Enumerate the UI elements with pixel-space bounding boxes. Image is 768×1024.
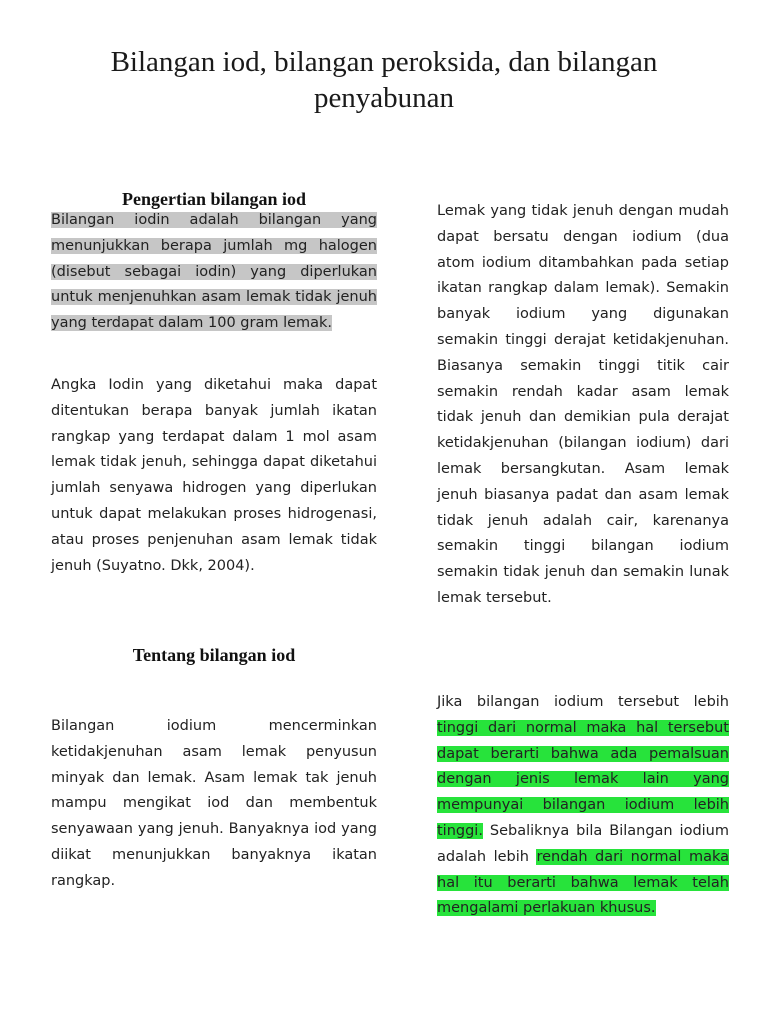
right-paragraph-1 (437, 199, 729, 612)
heading-pengertian: Pengertian bilangan iod (121, 189, 307, 209)
left-paragraph-3-text: Bilangan iodium mencerminkan ketidakjenuhan asam lemak penyusun minyak dan lemak. Asam lemak tak jenuh mampu mengikat iod dan membentuk senyawaan yang jenuh. Banyaknya iod yang diikat menunjukkan banyaknya ikatan rangkap. (51, 718, 377, 889)
gray-highlighted-text: Bilangan iodin adalah bilangan yang menunjukkan berapa jumlah mg halogen (disebut sebagai iodin) yang diperlukan untuk menjenuhkan asam lemak tidak jenuh yang terdapat dalam 100 gram lemak. (51, 212, 377, 332)
left-paragraph-3 (51, 714, 377, 895)
right-paragraph-2-intro: Jika bilangan iodium tersebut lebih (437, 694, 729, 710)
heading-tentang: Tentang bilangan iod (132, 645, 296, 665)
right-paragraph-1-text: Lemak yang tidak jenuh dengan mudah dapat bersatu dengan iodium (dua atom iodium ditambahkan pada setiap ikatan rangkap dalam lemak). Semakin banyak iodium yang digunakan semakin tinggi derajat ketidakjenuhan. Biasanya semakin tinggi titik cair semakin rendah kadar asam lemak tidak jenuh dan demikian pula derajat ketidakjenuhan (bilangan iodium) dari lemak bersangkutan. Asam lemak jenuh biasanya padat dan asam lemak tidak jenuh adalah cair, karenanya semakin tinggi bilangan iodium semakin tidak jenuh dan semakin lunak lemak tersebut. (437, 203, 729, 606)
right-paragraph-2 (437, 690, 729, 922)
left-paragraph-2 (51, 373, 377, 579)
green-highlight-1: tinggi dari normal maka hal tersebut dapat berarti bahwa ada pemalsuan dengan jenis lemak lain yang mempunyai bilangan iodium lebih tinggi. (437, 719, 729, 839)
document-title: Bilangan iod, bilangan peroksida, dan bilangan penyabunan (110, 46, 658, 114)
green-highlight-2: rendah dari normal maka hal itu berarti bahwa lemak telah mengalami perlakuan khusus. (437, 848, 729, 917)
left-paragraph-1 (51, 208, 377, 337)
left-paragraph-2-text: Angka Iodin yang diketahui maka dapat ditentukan berapa banyak jumlah ikatan rangkap yang terdapat dalam 1 mol asam lemak tidak jenuh, sehingga dapat diketahui jumlah senyawa hidrogen yang diperlukan untuk dapat melakukan proses hidrogenasi, atau proses penjenuhan asam lemak tidak jenuh (Suyatno. Dkk, 2004). (51, 377, 377, 574)
right-paragraph-2-middle: Sebaliknya bila Bilangan iodium adalah lebih (437, 822, 729, 865)
